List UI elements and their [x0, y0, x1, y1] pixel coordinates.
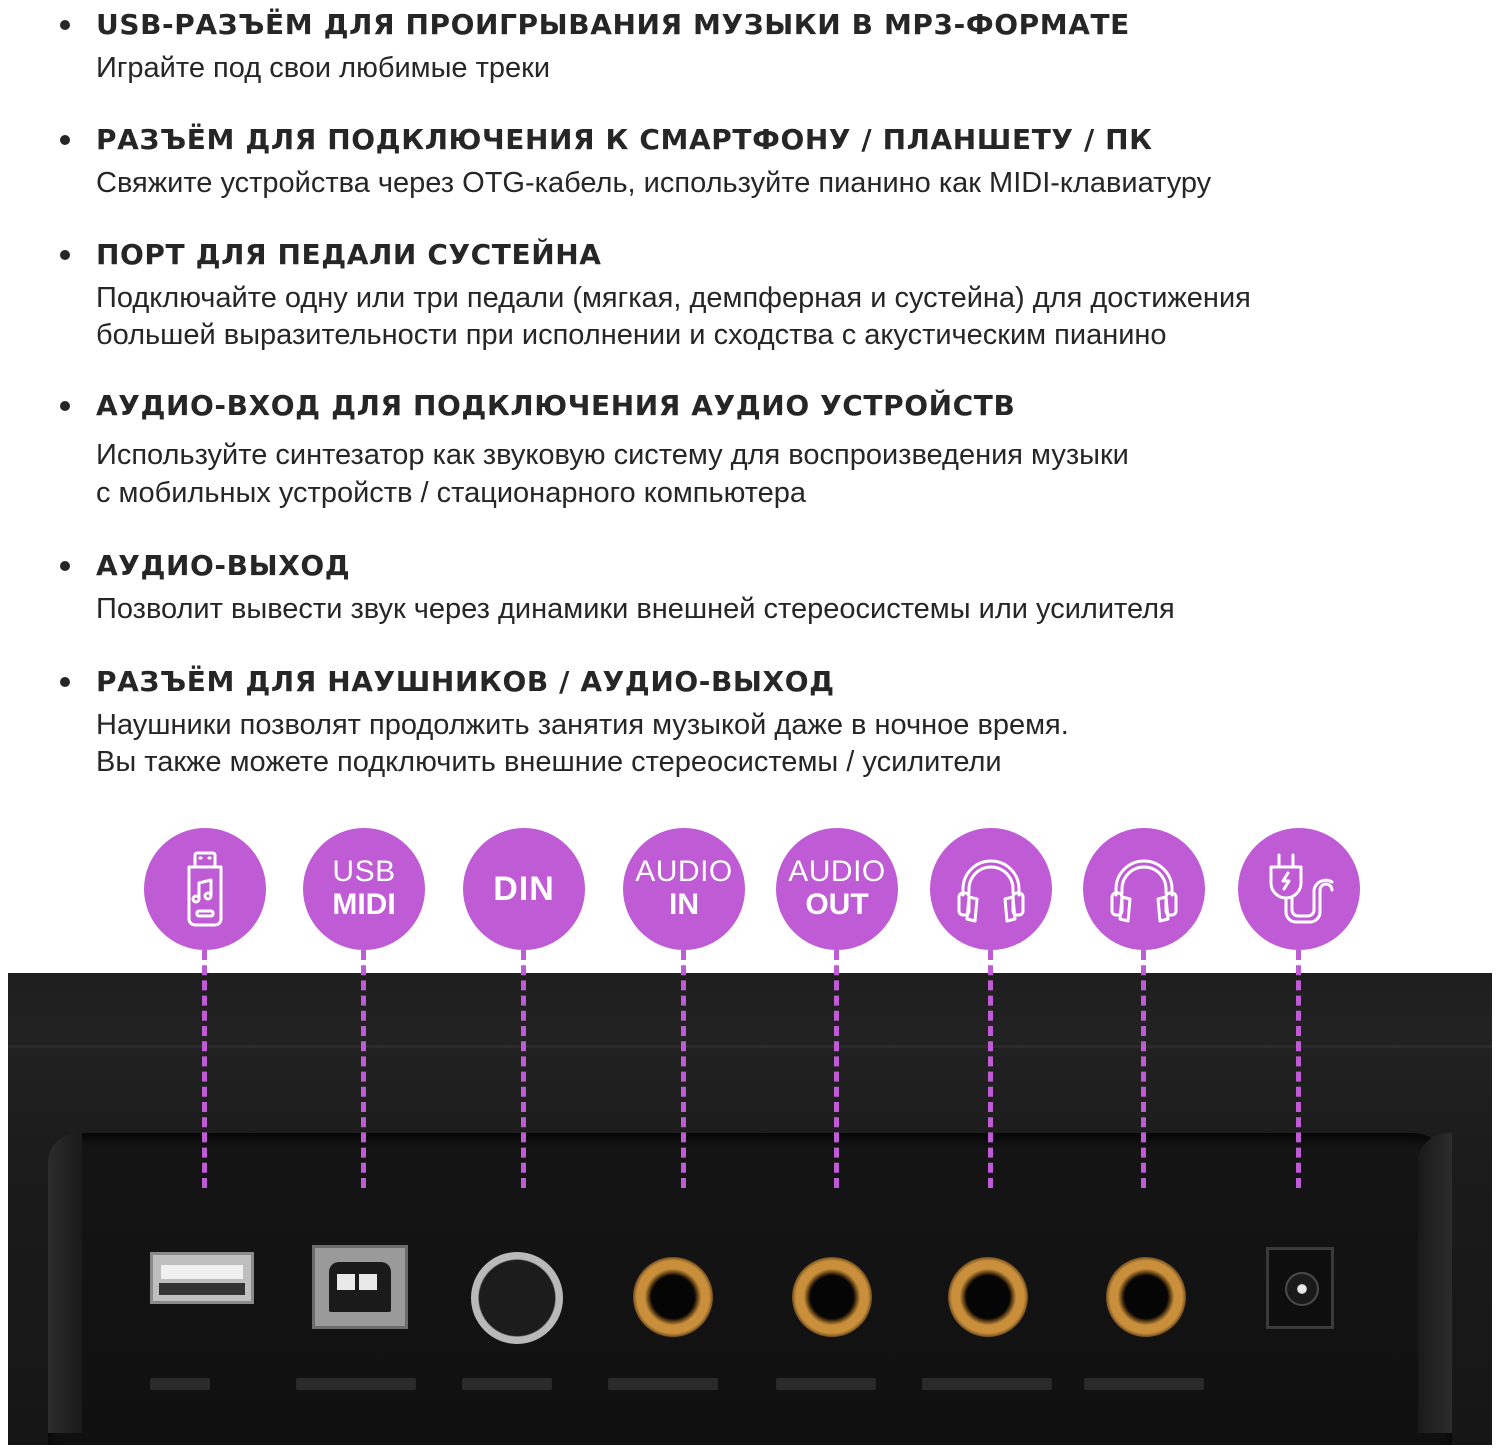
usb-b-pin: [359, 1274, 377, 1290]
bullet: [60, 20, 70, 30]
feature-description: Играйте под свои любимые треки: [96, 52, 551, 84]
connector-line: [521, 950, 526, 1188]
connector-din: [463, 828, 585, 950]
connector-line: [681, 950, 686, 1188]
connector-recess: [48, 1133, 1452, 1445]
connector-line: [988, 950, 993, 1188]
connector-line: [1141, 950, 1146, 1188]
usb-a-slot: [159, 1283, 245, 1295]
feature-description: Позволит вывести звук через динамики внешней стереосистемы или усилителя: [96, 593, 1175, 625]
usb-a-port: [150, 1252, 254, 1304]
connector-line: [361, 950, 366, 1188]
connector-label: DIN: [493, 869, 555, 908]
feature-title: РАЗЪЁМ ДЛЯ ПОДКЛЮЧЕНИЯ К СМАРТФОНУ / ПЛАНШЕТУ / ПК: [96, 123, 1153, 156]
connector-line: [834, 950, 839, 1188]
audio-out-jack: [792, 1257, 872, 1337]
feature-description: Подключайте одну или три педали (мягкая, демпферная и сустейна) для достижения: [96, 282, 1251, 314]
headphones-jack-2: [1106, 1257, 1186, 1337]
bullet: [60, 250, 70, 260]
connector-headphones-2: [1083, 828, 1205, 950]
usb-b-port: [312, 1245, 408, 1329]
feature-title: АУДИО-ВХОД ДЛЯ ПОДКЛЮЧЕНИЯ АУДИО УСТРОЙСТВ: [96, 389, 1016, 422]
usb-flash-music-icon: [165, 849, 245, 929]
feature-title: РАЗЪЁМ ДЛЯ НАУШНИКОВ / АУДИО-ВЫХОД: [96, 665, 835, 698]
connector-headphones-1: [930, 828, 1052, 950]
connector-label-top: USB: [332, 855, 396, 888]
printed-port-label: [150, 1378, 210, 1390]
printed-port-label: [1084, 1378, 1204, 1390]
audio-in-jack: [633, 1257, 713, 1337]
feature-title: ПОРТ ДЛЯ ПЕДАЛИ СУСТЕЙНА: [96, 238, 602, 271]
recess-edge: [1418, 1133, 1452, 1433]
connector-audio-out: [776, 828, 898, 950]
printed-port-label: [776, 1378, 876, 1390]
usb-a-contacts: [161, 1265, 243, 1279]
connector-label-bottom: MIDI: [332, 888, 396, 921]
usb-b-pin: [337, 1274, 355, 1290]
headphones-icon: [951, 849, 1031, 929]
rear-panel: [8, 973, 1492, 1445]
feature-description: с мобильных устройств / стационарного компьютера: [96, 477, 807, 509]
connector-power: [1238, 828, 1360, 950]
connector-label-top: AUDIO: [788, 855, 886, 888]
printed-port-label: [296, 1378, 416, 1390]
printed-port-label: [608, 1378, 718, 1390]
panel-divider: [8, 1045, 1492, 1048]
feature-description: Наушники позволят продолжить занятия музыкой даже в ночное время.: [96, 709, 1069, 741]
headphones-jack-1: [948, 1257, 1028, 1337]
connector-line: [1296, 950, 1301, 1188]
bullet: [60, 561, 70, 571]
feature-title: АУДИО-ВЫХОД: [96, 549, 351, 582]
connector-label-bottom: OUT: [805, 888, 869, 921]
printed-port-label: [462, 1378, 552, 1390]
feature-title: USB-РАЗЪЁМ ДЛЯ ПРОИГРЫВАНИЯ МУЗЫКИ В MP3-ФОРМАТЕ: [96, 8, 1130, 41]
din-port: [471, 1252, 563, 1344]
connector-label-bottom: IN: [669, 888, 699, 921]
power-plug-icon: [1259, 849, 1339, 929]
connector-label-top: AUDIO: [635, 855, 733, 888]
connector-audio-in: [623, 828, 745, 950]
connector-usb-flash: [144, 828, 266, 950]
bullet: [60, 135, 70, 145]
headphones-icon: [1104, 849, 1184, 929]
bullet: [60, 677, 70, 687]
connector-usb-midi: [303, 828, 425, 950]
feature-description: Используйте синтезатор как звуковую систему для воспроизведения музыки: [96, 439, 1129, 471]
connector-line: [202, 950, 207, 1188]
printed-port-label: [922, 1378, 1052, 1390]
feature-description: Свяжите устройства через OTG-кабель, используйте пианино как MIDI-клавиатуру: [96, 167, 1212, 199]
feature-description: большей выразительности при исполнении и сходства с акустическим пианино: [96, 319, 1167, 351]
dc-power-socket: [1285, 1272, 1319, 1306]
feature-description: Вы также можете подключить внешние стереосистемы / усилители: [96, 746, 1002, 778]
dc-power-port: [1266, 1247, 1334, 1329]
recess-edge: [48, 1133, 82, 1433]
bullet: [60, 401, 70, 411]
